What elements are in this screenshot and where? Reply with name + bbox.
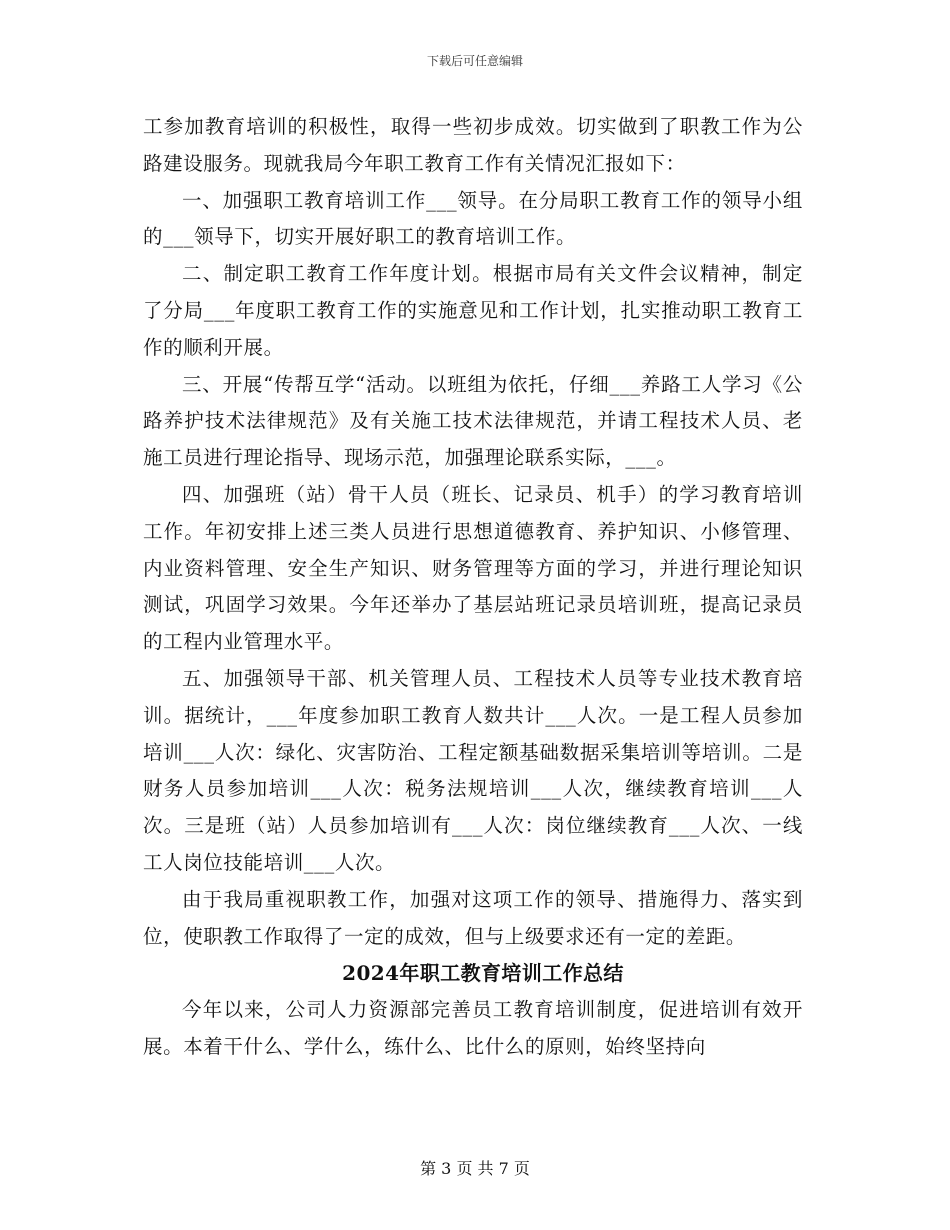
- paragraph-continuation: 工参加教育培训的积极性，取得一些初步成效。切实做到了职教工作为公路建设服务。现就我局今年职工教育工作有关情况汇报如下：: [143, 115, 803, 175]
- paragraph-item-2: 二、制定职工教育工作年度计划。根据市局有关文件会议精神，制定了分局___年度职工教育工作的实施意见和工作计划，扎实推动职工教育工作的顺利开展。: [143, 262, 803, 359]
- paragraph-item-3: 三、开展“传帮互学“活动。以班组为依托，仔细___养路工人学习《公路养护技术法律规范》及有关施工技术法律规范，并请工程技术人员、老施工员进行理论指导、现场示范，加强理论联系实际，___。: [143, 372, 803, 470]
- section-title: 2024年职工教育培训工作总结: [342, 961, 624, 986]
- document-body: [143, 109, 803, 1066]
- paragraph-conclusion: 由于我局重视职教工作，加强对这项工作的领导、措施得力、落实到位，使职教工作取得了一定的成效，但与上级要求还有一定的差距。: [143, 887, 803, 948]
- page-header: 下载后可任意编辑: [426, 54, 523, 68]
- paragraph-item-5: 五、加强领导干部、机关管理人员、工程技术人员等专业技术教育培训。据统计，___年度参加职工教育人数共计___人次。一是工程人员参加培训___人次：绿化、灾害防治、工程定额基础数据采集培训等培训。二是财务人员参加培训___人次：税务法规培训___人次，继续教育培训___人次。三是班（站）人员参加培训有___人次：岗位继续教育___人次、一线工人岗位技能培训___人次。: [143, 666, 803, 874]
- paragraph-item-4: 四、加强班（站）骨干人员（班长、记录员、机手）的学习教育培训工作。年初安排上述三类人员进行思想道德教育、养护知识、小修管理、内业资料管理、安全生产知识、财务管理等方面的学习，并进行理论知识测试，巩固学习效果。今年还举办了基层站班记录员培训班，提高记录员的工程内业管理水平。: [143, 482, 803, 654]
- page-footer: 第 3 页 共 7 页: [420, 1159, 530, 1178]
- section-paragraph: 今年以来，公司人力资源部完善员工教育培训制度，促进培训有效开展。本着干什么、学什么，练什么、比什么的原则，始终坚持向: [143, 998, 803, 1058]
- paragraph-item-1: 一、加强职工教育培训工作___领导。在分局职工教育工作的领导小组的___领导下，切实开展好职工的教育培训工作。: [143, 188, 803, 249]
